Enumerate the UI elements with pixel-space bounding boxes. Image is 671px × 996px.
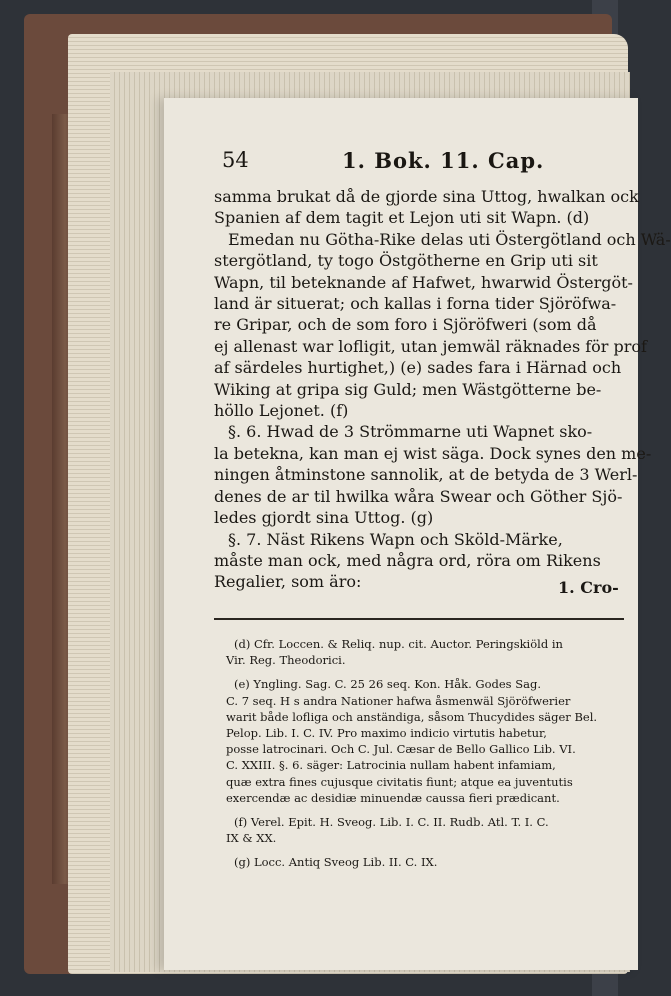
body-line: Emedan nu Götha-Rike delas uti Östergötland och Wä- [228,229,671,249]
body-line: §. 6. Hwad de 3 Strömmarne uti Wapnet sko- [228,422,593,442]
body-line: §. 7. Näst Rikens Wapn och Sköld-Märke, [228,529,563,549]
book-page [164,98,671,970]
footnote-line: warit både lofliga och anständiga, såsom Thucydides säger Bel. [226,709,598,724]
footnote-divider [214,618,624,620]
footnote-line: IX & XX. [226,831,277,846]
page-header [222,148,612,176]
footnote-line: (f) Verel. Epit. H. Sveog. Lib. I. C. II. Rudb. Atl. T. I. C. [234,815,549,830]
body-line: ledes gjordt sina Uttog. (g) [214,508,434,528]
chapter-heading: 1. Bok. 11. Cap. [342,148,545,173]
body-line: Spanien af dem tagit et Lejon uti sit Wapn. (d) [214,208,590,228]
footnote-line: quæ extra fines cujusque civitatis fiunt; atque ea juventutis [226,774,573,789]
body-line: denes de ar til hwilka wåra Swear och Göther Sjö- [214,486,623,506]
footnote-line: (e) Yngling. Sag. C. 25 26 seq. Kon. Håk. Godes Sag. [234,677,541,692]
footnotes [226,636,622,871]
body-line: la betekna, kan man ej wist säga. Dock synes den me- [214,443,652,463]
body-line: ningen åtminstone sannolik, at de betyda de 3 Werl- [214,465,638,485]
body-line: land är situerat; och kallas i forna tider Sjöröfwa- [214,294,617,314]
body-text [214,186,671,593]
footnote-line: (g) Locc. Antiq Sveog Lib. II. C. IX. [234,855,438,870]
body-line: Wiking at gripa sig Guld; men Wästgötterne be- [214,379,602,399]
body-line: re Gripar, och de som foro i Sjöröfweri (som då [214,315,597,335]
body-line: måste man ock, med några ord, röra om Rikens [214,550,601,570]
body-line: Regalier, som äro: [214,572,362,592]
body-line: Wapn, til beteknande af Hafwet, hwarwid Östergöt- [214,272,633,292]
footnote-line: (d) Cfr. Loccen. & Reliq. nup. cit. Auctor. Peringskiöld in [234,637,563,651]
body-line: af särdeles hurtighet,) (e) sades fara i Härnad och [214,358,622,378]
footnote-line: exercendæ ac desidiæ minuendæ caussa fieri prædicant. [226,790,560,805]
footnote-line: C. XXIII. §. 6. säger: Latrocinia nullam habent infamiam, [226,758,556,773]
body-line: höllo Lejonet. (f) [214,401,349,421]
body-line: stergötland, ty togo Östgötherne en Grip uti sit [214,251,598,271]
footnote-line: C. 7 seq. H s andra Nationer hafwa åsmenwäl Sjöröfwerier [226,693,571,708]
footnote-line: posse latrocinari. Och C. Jul. Cæsar de Bello Gallico Lib. VI. [226,742,576,757]
page-number: 54 [222,148,249,172]
book [24,14,671,974]
catchword: 1. Cro- [558,578,619,597]
footnote-line: Pelop. Lib. I. C. IV. Pro maximo indicio virtutis habetur, [226,726,547,741]
body-line: samma brukat då de gjorde sina Uttog, hwalkan ock [214,187,639,206]
footnote-line: Vir. Reg. Theodorici. [226,653,346,668]
body-line: ej allenast war lofligit, utan jemwäl räknades för prof [214,336,647,356]
